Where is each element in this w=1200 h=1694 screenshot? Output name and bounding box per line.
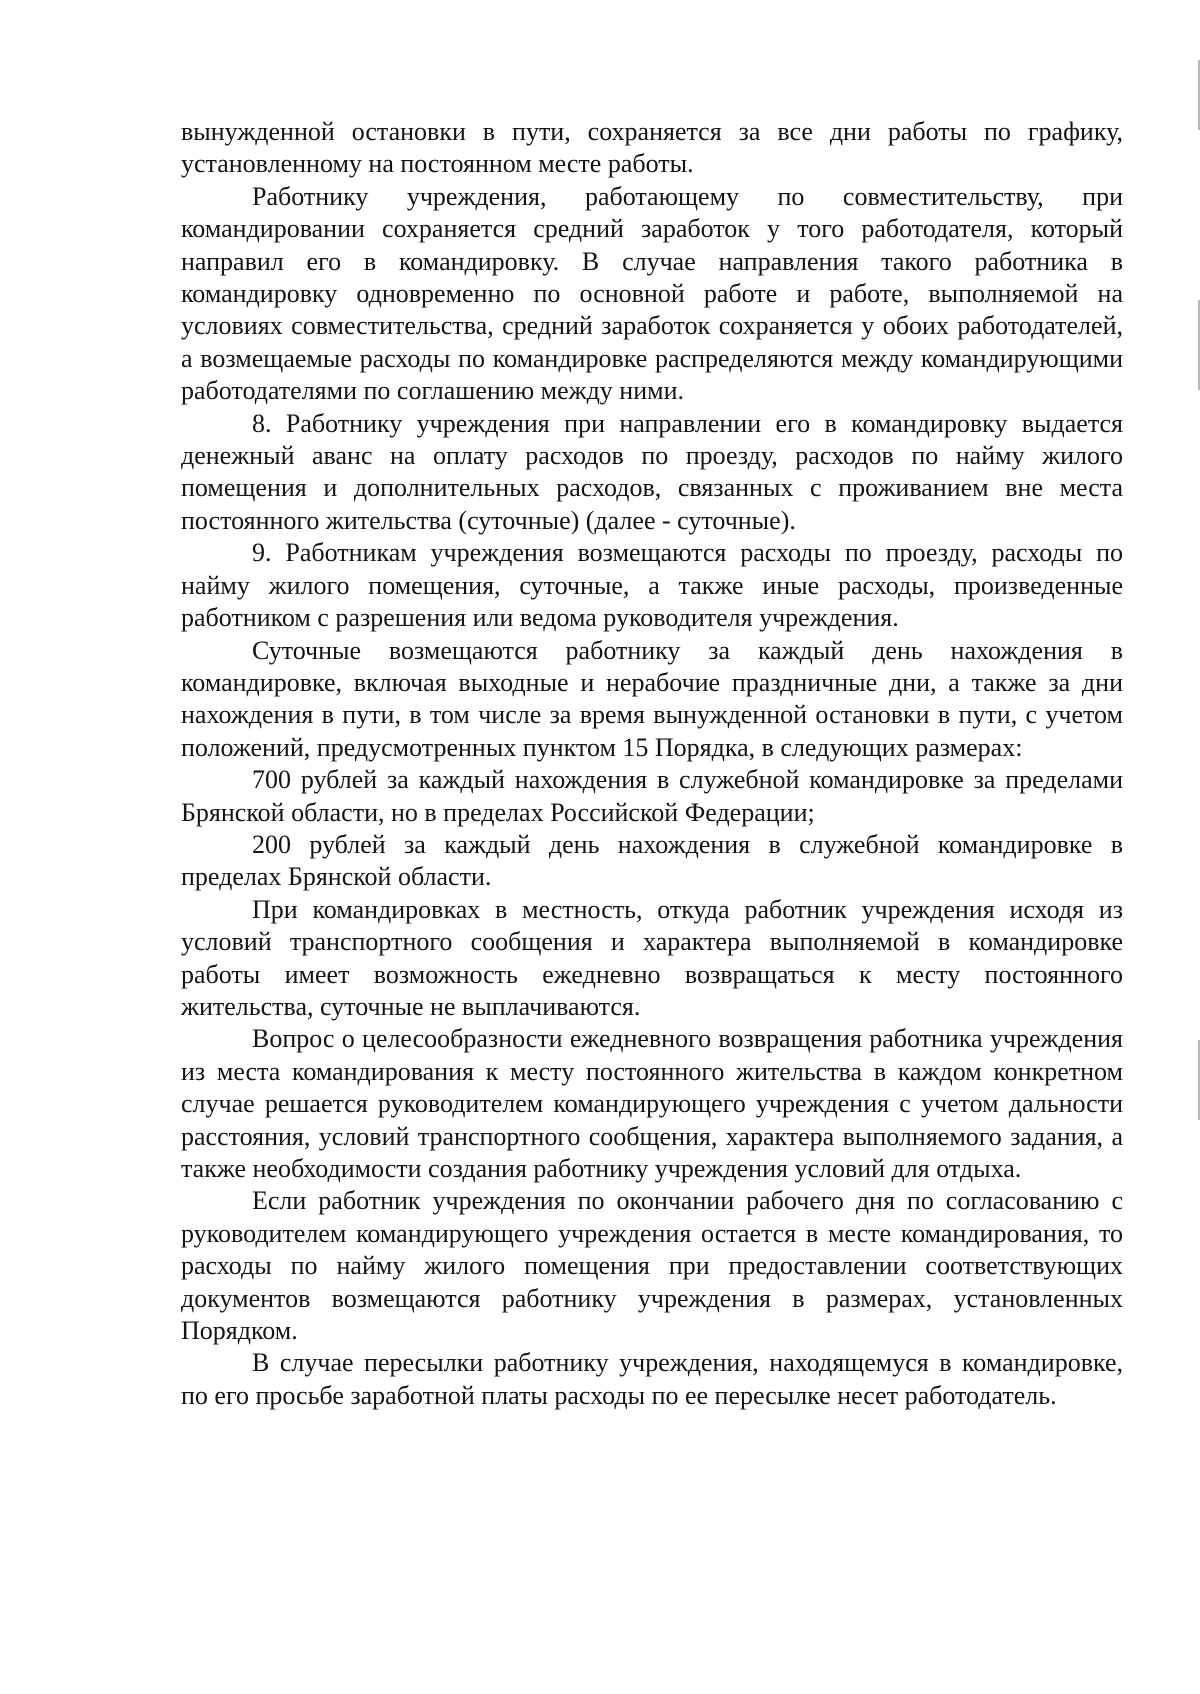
paragraph-lodging-expenses: Если работник учреждения по окончании рабочего дня по согласованию с руководителем командирующего учреждения остается в месте командирования, то расходы по найму жилого помещения при предоставлении соответствующих документов возмещаются работнику учреждения в размерах, установленных Порядком. [181,1186,1123,1346]
paragraph-continuation: вынужденной остановки в пути, сохраняется за все дни работы по графику, установленному на постоянном месте работы. [181,117,1123,179]
paragraph-item-8: 8. Работнику учреждения при направлении его в командировку выдается денежный аванс на оплату расходов по проезду, расходов по найму жилого помещения и дополнительных расходов, связанных с проживанием вне места постоянного жительства (суточные) (далее - суточные). [181,408,1123,535]
document-body [181,116,1123,1412]
paragraph-part-time-workers: Работнику учреждения, работающему по совместительству, при командировании сохраняется средний заработок у того работодателя, который направил его в командировку. В случае направления такого работника в командировку одновременно по основной работе и работе, выполняемой на условиях совместительства, средний заработок сохраняется у обоих работодателей, а возмещаемые расходы по командировке распределяются между командирующими работодателями по соглашению между ними. [181,181,1123,406]
paragraph-item-9: 9. Работникам учреждения возмещаются расходы по проезду, расходы по найму жилого помещения, суточные, а также иные расходы, произведенные работником с разрешения или ведома руководителя учреждения. [181,538,1123,633]
paragraph-rate-200: 200 рублей за каждый день нахождения в служебной командировке в пределах Брянской области. [181,829,1123,892]
paragraph-daily-return: При командировках в местность, откуда работник учреждения исходя из условий транспортного сообщения и характера выполняемой в командировке работы имеет возможность ежедневно возвращаться к месту постоянного жительства, суточные не выплачиваются. [181,894,1123,1021]
paragraph-return-decision: Вопрос о целесообразности ежедневного возвращения работника учреждения из места командирования к месту постоянного жительства в каждом конкретном случае решается руководителем командирующего учреждения с учетом дальности расстояния, условий транспортного сообщения, характера выполняемого задания, а также необходимости создания работнику учреждения условий для отдыха. [181,1024,1123,1183]
paragraph-daily-allowance: Суточные возмещаются работнику за каждый день нахождения в командировке, включая выходные и нерабочие праздничные дни, а также за дни нахождения в пути, в том числе за время вынужденной остановки в пути, с учетом положений, предусмотренных пунктом 15 Порядка, в следующих размерах: [181,635,1123,762]
paragraph-salary-forwarding: В случае пересылки работнику учреждения, находящемуся в командировке, по его просьбе заработной платы расходы по ее пересылке несет работодатель. [181,1348,1123,1410]
paragraph-rate-700: 700 рублей за каждый нахождения в служебной командировке за пределами Брянской области, но в пределах Российской Федерации; [181,765,1123,827]
